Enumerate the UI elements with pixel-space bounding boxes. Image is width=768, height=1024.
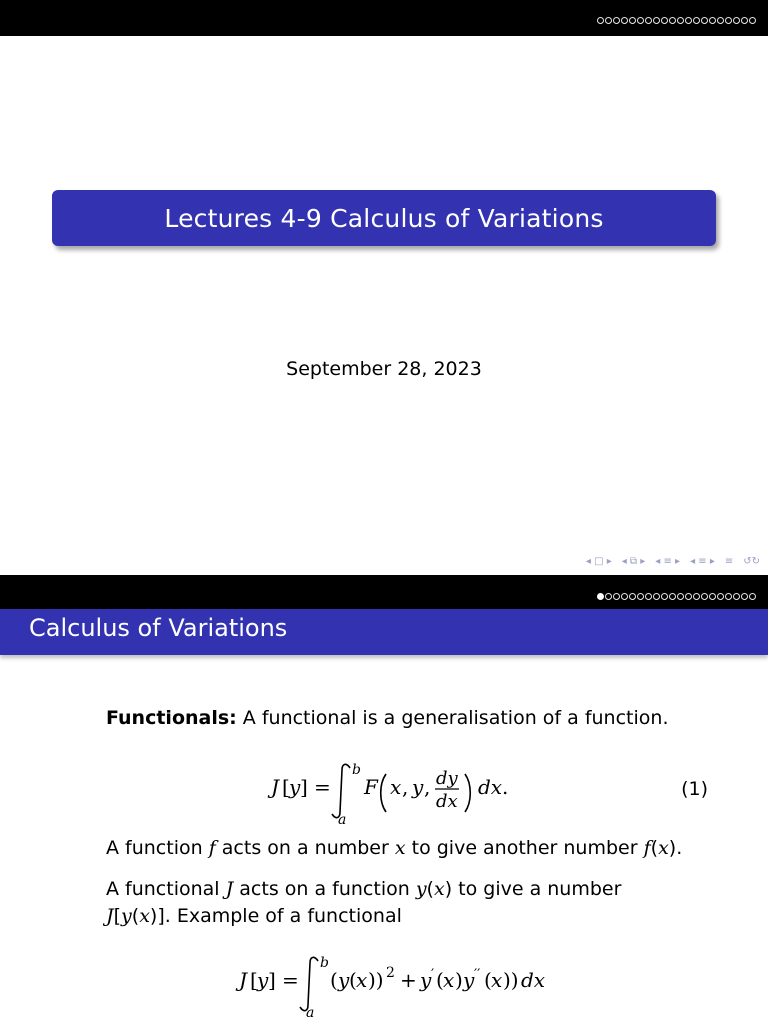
presentation-date: September 28, 2023 — [286, 358, 482, 380]
svg-text:y: y — [463, 968, 475, 992]
svg-text:[: [ — [282, 775, 290, 799]
progress-dot[interactable] — [693, 593, 700, 600]
beamer-navigation-symbols[interactable] — [586, 556, 760, 567]
svg-text:y: y — [257, 968, 269, 992]
progress-dot[interactable] — [661, 17, 668, 24]
svg-text:dy: dy — [436, 768, 458, 789]
progress-dot[interactable] — [725, 593, 732, 600]
progress-dot[interactable] — [621, 17, 628, 24]
svg-text:x: x — [390, 775, 402, 799]
progress-dot[interactable] — [693, 17, 700, 24]
presentation-title: Lectures 4-9 Calculus of Variations — [164, 203, 604, 233]
progress-dot[interactable] — [717, 593, 724, 600]
svg-text:′: ′ — [431, 967, 435, 983]
svg-text:.: . — [502, 775, 509, 799]
equation-1 — [106, 760, 726, 824]
progress-dot[interactable] — [653, 17, 660, 24]
functionals-text: A functional is a generalisation of a function. — [236, 707, 669, 729]
svg-text:y: y — [420, 968, 432, 992]
svg-text:): ) — [455, 968, 463, 992]
svg-text:b: b — [352, 762, 361, 778]
progress-dot[interactable] — [637, 17, 644, 24]
progress-dot[interactable] — [701, 593, 708, 600]
progress-dot[interactable] — [661, 593, 668, 600]
progress-dot[interactable] — [613, 17, 620, 24]
title-block — [52, 190, 716, 246]
function-explanation: A function f acts on a number x to give another number f(x). — [106, 837, 683, 859]
equation-2 — [106, 955, 726, 1015]
svg-text:a: a — [338, 812, 347, 824]
svg-text:a: a — [306, 1005, 315, 1017]
svg-text:y: y — [412, 775, 424, 799]
equation-1-number: (1) — [681, 778, 708, 800]
progress-dot[interactable] — [613, 593, 620, 600]
progress-dot[interactable] — [677, 593, 684, 600]
functional-explanation: A functional J acts on a function y(x) to give a number J[y(x)]. Example of a functional — [106, 878, 622, 927]
svg-text:,: , — [424, 775, 431, 799]
progress-dots[interactable] — [596, 593, 756, 600]
progress-dot[interactable] — [701, 17, 708, 24]
progress-dot[interactable] — [685, 593, 692, 600]
svg-text:J: J — [271, 775, 280, 799]
svg-text:F: F — [364, 775, 378, 799]
progress-dot[interactable] — [605, 593, 612, 600]
progress-dot[interactable] — [669, 593, 676, 600]
progress-dot[interactable] — [749, 593, 756, 600]
top-navigation-bar — [0, 575, 768, 609]
svg-text:J: J — [239, 968, 248, 992]
progress-dot[interactable] — [741, 17, 748, 24]
svg-text:]: ] — [300, 775, 308, 799]
equation-1-formula — [266, 754, 726, 824]
svg-text:x: x — [491, 968, 503, 992]
svg-text:)): )) — [368, 968, 384, 992]
subsection-nav-icon[interactable]: ◂ ≡ ▸ — [655, 556, 681, 567]
content-slide — [0, 575, 768, 1024]
progress-dot[interactable] — [749, 17, 756, 24]
svg-text:[: [ — [250, 968, 258, 992]
svg-text:y: y — [289, 775, 301, 799]
progress-dot[interactable] — [597, 593, 604, 600]
svg-text:2: 2 — [386, 965, 395, 981]
svg-text:=: = — [282, 968, 299, 992]
svg-text:dx: dx — [478, 775, 503, 799]
svg-text:y: y — [338, 968, 350, 992]
progress-dot[interactable] — [653, 593, 660, 600]
frame-title: Calculus of Variations — [29, 614, 288, 642]
progress-dot[interactable] — [709, 593, 716, 600]
svg-text:′′: ′′ — [474, 967, 481, 983]
svg-text:dx: dx — [521, 968, 546, 992]
slide-body — [106, 705, 726, 1017]
svg-text:]: ] — [268, 968, 276, 992]
search-zoom-icon[interactable]: ↺↻ — [743, 556, 760, 567]
frame-nav-icon[interactable]: ◂ ⧉ ▸ — [621, 556, 646, 567]
svg-text:+: + — [400, 968, 417, 992]
progress-dot[interactable] — [685, 17, 692, 24]
progress-dot[interactable] — [725, 17, 732, 24]
svg-text:dx: dx — [436, 791, 458, 812]
progress-dot[interactable] — [637, 593, 644, 600]
svg-text:=: = — [314, 775, 331, 799]
progress-dot[interactable] — [669, 17, 676, 24]
functionals-definition — [106, 705, 726, 732]
progress-dot[interactable] — [597, 17, 604, 24]
progress-dot[interactable] — [741, 593, 748, 600]
top-navigation-bar — [0, 0, 768, 36]
svg-text:,: , — [402, 775, 409, 799]
progress-dot[interactable] — [605, 17, 612, 24]
section-nav-icon[interactable]: ◂ ≡ ▸ — [690, 556, 715, 567]
progress-dot[interactable] — [677, 17, 684, 24]
svg-text:(: ( — [330, 968, 338, 992]
document-nav-icon[interactable]: ≡ — [724, 556, 734, 567]
progress-dot[interactable] — [645, 17, 652, 24]
svg-text:(: ( — [349, 968, 357, 992]
equation-2-formula — [234, 947, 694, 1017]
functionals-label: Functionals: — [106, 707, 237, 729]
progress-dot[interactable] — [645, 593, 652, 600]
progress-dot[interactable] — [733, 593, 740, 600]
progress-dot[interactable] — [629, 17, 636, 24]
svg-text:x: x — [356, 968, 368, 992]
svg-text:b: b — [320, 955, 329, 971]
slide-nav-icon[interactable]: ◂ □ ▸ — [585, 556, 612, 567]
progress-dot[interactable] — [733, 17, 740, 24]
svg-text:x: x — [443, 968, 455, 992]
svg-text:)): )) — [503, 968, 519, 992]
progress-dots[interactable] — [596, 17, 756, 25]
progress-dot[interactable] — [629, 593, 636, 600]
progress-dot[interactable] — [717, 17, 724, 24]
progress-dot[interactable] — [621, 593, 628, 600]
svg-text:(: ( — [436, 968, 444, 992]
progress-dot[interactable] — [709, 17, 716, 24]
svg-text:(: ( — [484, 968, 492, 992]
